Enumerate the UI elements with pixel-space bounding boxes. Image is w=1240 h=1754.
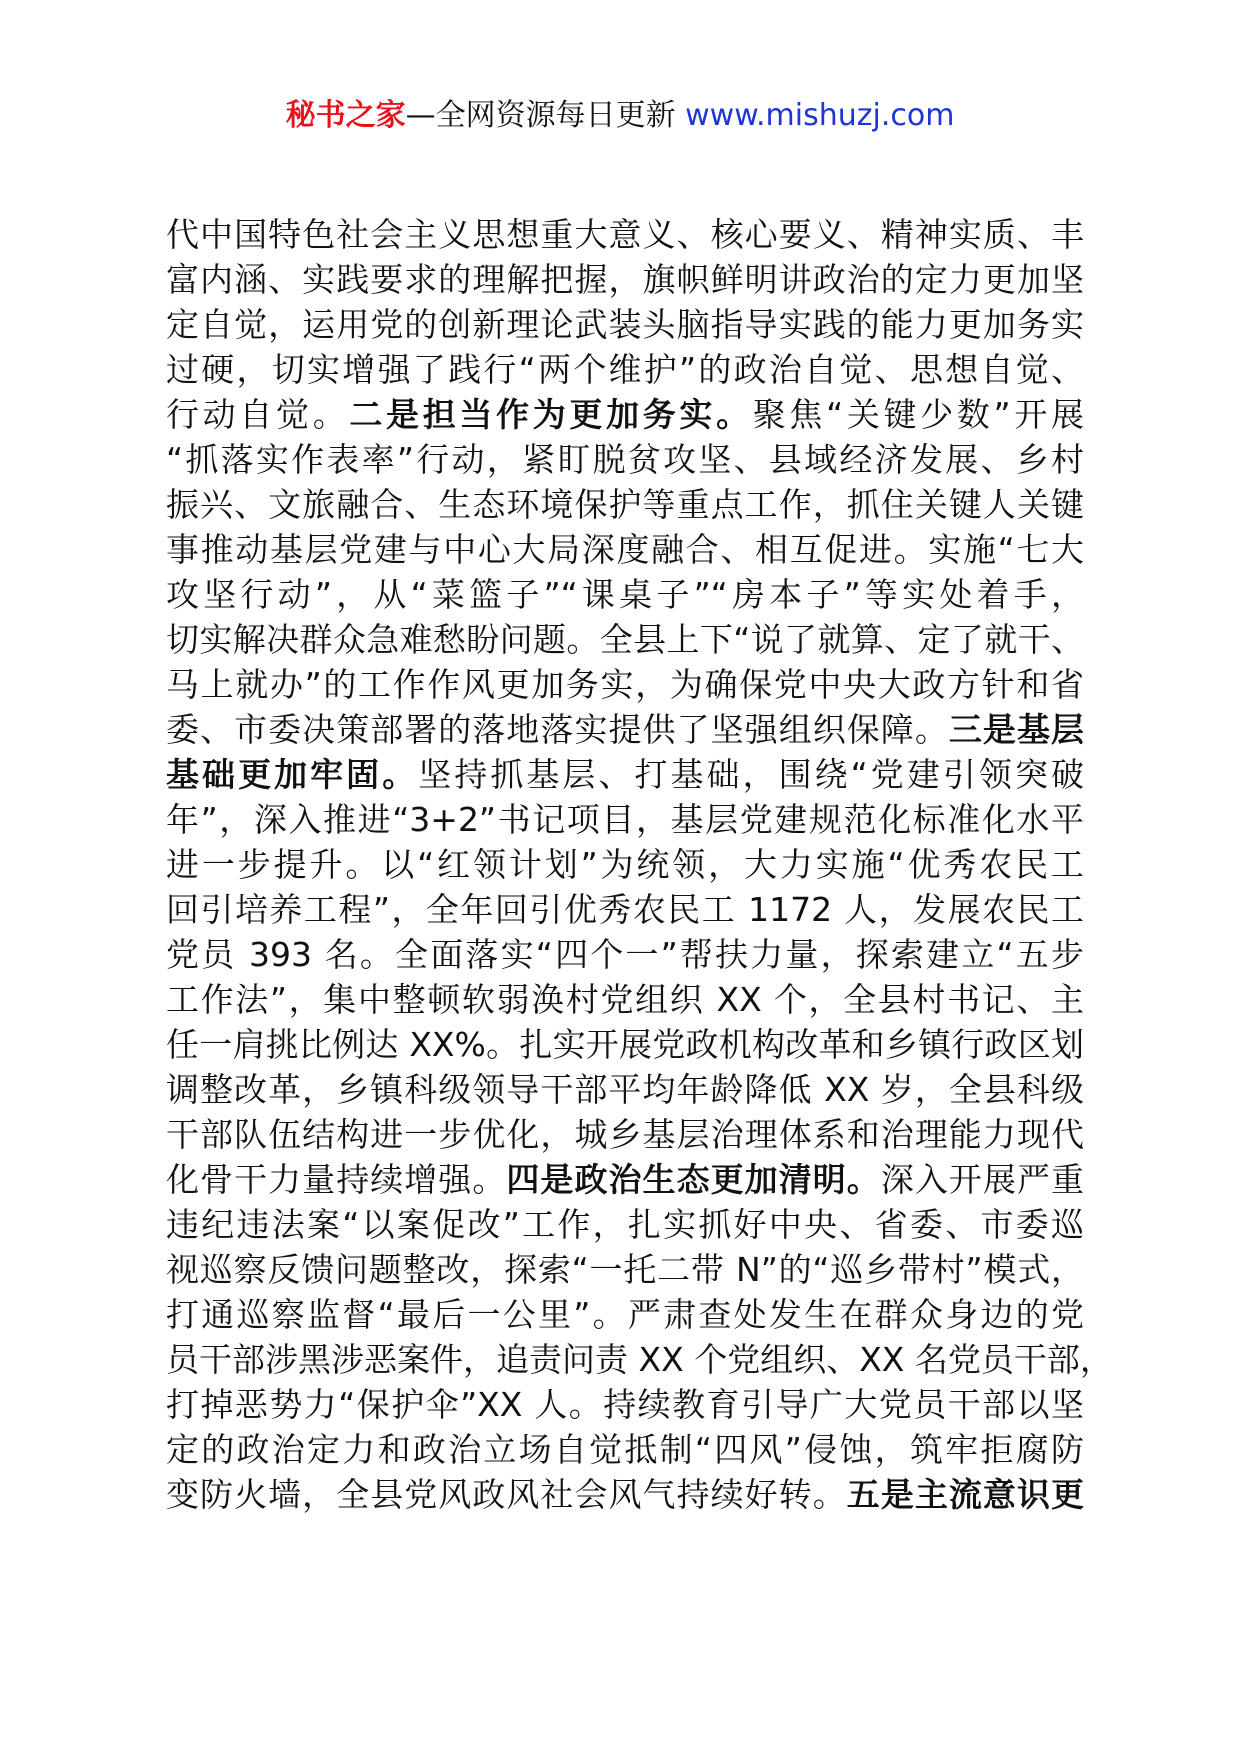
text-line: 定的政治定力和政治立场自觉抵制“四风”侵蚀，筑牢拒腐防 [166, 1430, 1084, 1469]
text-line: 代中国特色社会主义思想重大意义、核心要义、精神实质、丰 [166, 215, 1084, 254]
text-line: 定自觉，运用党的创新理论武装头脑指导实践的能力更加务实 [166, 305, 1084, 344]
text-line: 工作法”，集中整顿软弱涣村党组织 XX 个，全县村书记、主 [166, 980, 1084, 1019]
heading-three-cont: 基础更加牢固。 [166, 755, 419, 794]
text-line: 年”，深入推进“3+2”书记项目，基层党建规范化标准化水平 [166, 800, 1084, 839]
text-line: 马上就办”的工作作风更加务实，为确保党中央大政方针和省 [166, 665, 1084, 704]
text-line: 干部队伍结构进一步优化，城乡基层治理体系和治理能力现代 [166, 1115, 1084, 1154]
text-line: “抓落实作表率”行动，紧盯脱贫攻坚、县域经济发展、乡村 [166, 440, 1084, 479]
site-tagline: —全网资源每日更新 [405, 98, 686, 133]
text-line: 视巡察反馈问题整改，探索“一托二带 N”的“巡乡带村”模式， [166, 1250, 1084, 1289]
text-line: 事推动基层党建与中心大局深度融合、相互促进。实施“七大 [166, 530, 1084, 569]
text-line: 富内涵、实践要求的理解把握，旗帜鲜明讲政治的定力更加坚 [166, 260, 1084, 299]
text-line: 回引培养工程”，全年回引优秀农民工 1172 人，发展农民工 [166, 890, 1084, 929]
site-brand: 秘书之家 [285, 98, 406, 133]
heading-four: 四是政治生态更加清明。 [506, 1160, 881, 1199]
heading-three: 三是基层 [948, 710, 1085, 749]
text-line: 攻坚行动”，从“菜篮子”“课桌子”“房本子”等实处着手， [166, 575, 1084, 614]
text-line: 员干部涉黑涉恶案件，追责问责 XX 个党组织、XX 名党员干部， [166, 1340, 1113, 1379]
text-line: 任一肩挑比例达 XX%。扎实开展党政机构改革和乡镇行政区划 [166, 1025, 1084, 1064]
text-line: 党员 393 名。全面落实“四个一”帮扶力量，探索建立“五步 [166, 935, 1084, 974]
site-header [0, 96, 1240, 136]
text-line: 过硬，切实增强了践行“两个维护”的政治自觉、思想自觉、 [166, 350, 1084, 389]
text-line: 进一步提升。以“红领计划”为统领，大力实施“优秀农民工 [166, 845, 1084, 884]
text-line: 振兴、文旅融合、生态环境保护等重点工作，抓住关键人关键 [166, 485, 1084, 524]
text-line: 调整改革，乡镇科级领导干部平均年龄降低 XX 岁，全县科级 [166, 1070, 1084, 1109]
text-line: 基础更加牢固。坚持抓基层、打基础，围绕“党建引领突破 [166, 755, 1084, 794]
text-line: 委、市委决策部署的落地落实提供了坚强组织保障。三是基层 [166, 710, 1085, 749]
text-line: 化骨干力量持续增强。四是政治生态更加清明。深入开展严重 [166, 1160, 1085, 1199]
text-line: 打掉恶势力“保护伞”XX 人。持续教育引导广大党员干部以坚 [166, 1385, 1084, 1424]
text-line: 违纪违法案“以案促改”工作，扎实抓好中央、省委、市委巡 [166, 1205, 1084, 1244]
heading-five: 五是主流意识更 [846, 1475, 1085, 1514]
document-body [166, 212, 1113, 1517]
text-line: 变防火墙，全县党风政风社会风气持续好转。五是主流意识更 [166, 1475, 1085, 1514]
text-line: 切实解决群众急难愁盼问题。全县上下“说了就算、定了就干、 [166, 620, 1084, 659]
heading-two: 二是担当作为更加务实。 [349, 395, 753, 434]
site-url-link[interactable]: www.mishuzj.com [685, 98, 955, 133]
text-line: 打通巡察监督“最后一公里”。严肃查处发生在群众身边的党 [166, 1295, 1084, 1334]
text-line: 行动自觉。二是担当作为更加务实。聚焦“关键少数”开展 [166, 395, 1084, 434]
